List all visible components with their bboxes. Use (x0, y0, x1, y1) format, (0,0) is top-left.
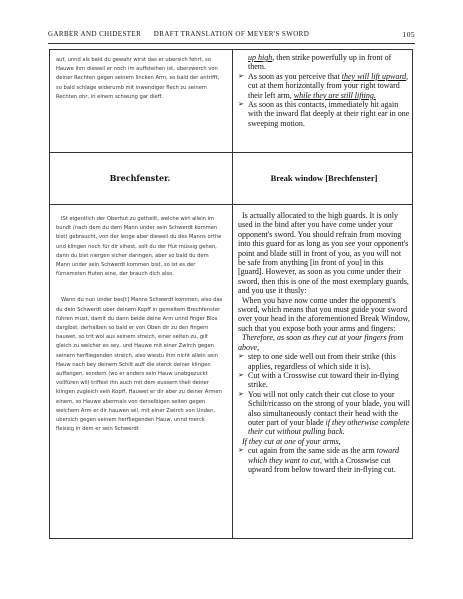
list-item (238, 352, 410, 371)
english-text: As soon as you perceive that (248, 71, 342, 81)
german-paragraph: Wann du nun under bes[t] Manns Schwerdt kommen, also das du dein Schwerdt uber deinem Kopff in gemeltem Brechfenster führen must, damit du dann beide deine Arm unnd finger Blos dargibst, derhalben so bald er von Oben dir zu den fingern hauwet, so trit wol aus seinem streich, einer seiten zu, gilt gleich zu welcher es sey, und Hauwe mit einer Zwirch gegen seinem herfliegenden streich, also wiestu ihm nicht allein sein Hauw nach bey deinem Schilt auff die sterck deiner klingen auffangen, sondern (wo er anders sein Hauw unabgezuckt vollfüren wil) triffest ihn auch mit dem eussern theil deiner klingen zugleich sein Kopff, Hauwet er dir aber zu deiner Armen einem, so Hauwe abermals von derselbigen seiten gegen welchem Arm er dir hauwen wil, mit einer Zwirch von Unden, ubersich gegen seinem herfliegenden Hauw, unnd merck fleissig in dem er sein Schwerdt (56, 297, 223, 433)
arrow-bullet-icon: ➢ (238, 370, 244, 379)
page-number: 105 (402, 30, 415, 39)
english-emphasis: up high (248, 53, 273, 62)
english-emphasis: toward which they want to cut (248, 446, 399, 465)
english-text: You will not only catch their cut close to your Schilt/ricasso on the strong of your blade, you will also simultaneously contact their head with the outer part of your blade (248, 389, 410, 427)
english-body (238, 211, 410, 474)
english-emphasis: If they cut at one of your arms, (242, 436, 341, 446)
header-authors: GARBER AND CHIDESTER (48, 30, 142, 38)
english-text: As soon as this contacts, immediately hit again with the inward flat deeply at their right ear in one sweeping motion. (248, 100, 410, 128)
english-text: , cut at them horizontally from your right toward their left arm, (248, 71, 409, 100)
list-item (238, 371, 410, 390)
list-item (238, 100, 410, 128)
column-divider (232, 50, 233, 538)
english-paragraph (238, 333, 410, 352)
english-text: step to one side well out from their strike (this applies, regardless of which side it is). (248, 352, 396, 371)
row-separator (50, 152, 412, 153)
english-paragraph: Is actually allocated to the high guards. It is only used in the bind after you have come under your opponent's sword. You should refrain from moving into this guard for as long as you see your opponent's point and blade still in front of you, as you will not be safe from anything [in front of you] in this [guard]. However, as soon as you come under their sword, then this is one of the most exemplary guards, and you use it thusly: (238, 211, 409, 296)
arrow-bullet-icon: ➢ (238, 446, 244, 455)
list-item (238, 446, 410, 474)
english-paragraph (238, 437, 410, 446)
english-paragraph: When you have now come under the opponent's sword, which means that you must guide your sword over your head in the aforementioned Break Window, such that you expose both your arms and fingers: (238, 295, 410, 333)
header-rule (48, 43, 415, 44)
english-continuation (238, 53, 410, 128)
english-paragraph (238, 53, 410, 72)
english-emphasis: if they otherwise complete their cut without pulling back. (248, 417, 410, 437)
list-item (238, 390, 410, 437)
german-section-heading: Brechfenster. (109, 173, 171, 183)
row-separator (50, 204, 412, 205)
arrow-bullet-icon: ➢ (238, 352, 244, 361)
list-item (238, 72, 410, 100)
english-emphasis: they will lift upward (341, 71, 407, 81)
arrow-bullet-icon: ➢ (238, 389, 244, 398)
header-title: DRAFT TRANSLATION OF MEYER'S SWORD (153, 30, 310, 38)
english-text: cut again from the same side as the arm (248, 446, 377, 456)
arrow-bullet-icon: ➢ (238, 71, 244, 80)
english-emphasis: Therefore, as soon as they cut at your fingers from above, (238, 333, 404, 352)
arrow-bullet-icon: ➢ (238, 100, 244, 109)
german-paragraph: auf, unnd als bald du gewahr wirst das er ubersich fehrt, so Hauwe ihm dieweil er noch im auffsteihen ist, uberzwerch von deiner Rechten gegen seinem lincken Arm, so bald der antrifft, so bald schlage widerumb mit inwendiger flech zu seinem Rechten ohr, in einem schwung gar dieff. (56, 57, 220, 100)
german-continuation (56, 56, 224, 102)
english-text: , with a Crosswise cut upward from below toward their in-flying cut. (248, 455, 396, 474)
english-section-heading: Break window [Brechfenster] (270, 173, 378, 183)
german-paragraph: ISt eigentlich der Oberhut zu getheilt, welche wirt allein im bundt (nach dem du dem Mann under sein Schwerdt kommen bist) gebraucht, von der lenge aber dieweil du des Manns orthe und klingen noch für dir sihest, solt du der Hut müssig gehen, dann du bist niergen sicher daringen, aber so bald du dem Mann under sein Schwerdt kommen bist, so ist es der fürnemsten Huten eine, der brauch dich also. (56, 216, 222, 278)
running-header (48, 30, 415, 42)
german-body (56, 215, 224, 434)
translation-table (49, 49, 413, 539)
english-text: , then strike powerfully up in front of them. (248, 53, 392, 72)
english-text: Cut with a Crosswise cut toward their in-flying strike. (248, 370, 399, 390)
english-emphasis: while they are still lifting. (293, 90, 376, 100)
